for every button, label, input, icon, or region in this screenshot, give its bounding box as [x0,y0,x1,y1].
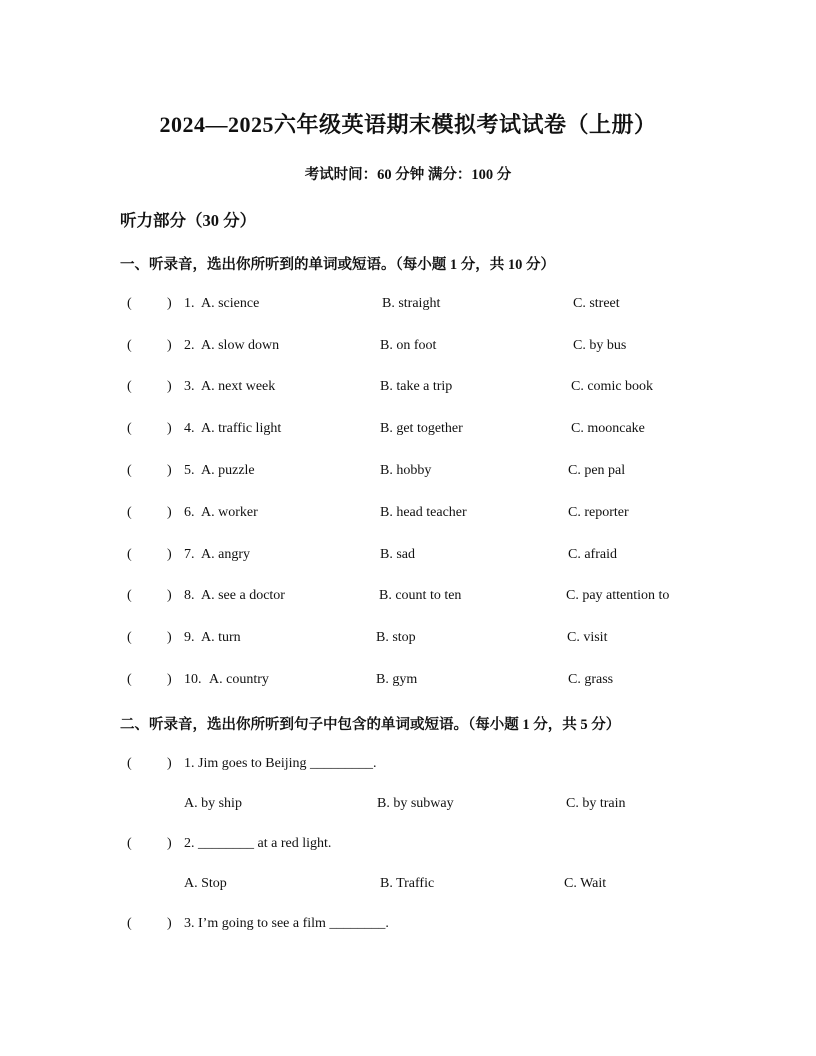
question-stem: 3. I’m going to see a film ________. [184,916,389,931]
question-number: 6. [184,505,195,520]
option-a: A. see a doctor [201,588,285,603]
option-a: A. angry [201,547,250,562]
option-b: B. take a trip [380,379,453,394]
option-c: C. pen pal [568,463,626,478]
question-stem: 2. ________ at a red light. [184,836,332,851]
answer-paren-close: ) [167,916,172,931]
part1-heading: 一、听录音，选出你所听到的单词或短语。（每小题 1 分，共 10 分） [120,257,555,273]
answer-paren-open: ( [127,588,132,603]
answer-paren-close: ) [167,836,172,851]
answer-paren-open: ( [127,672,132,687]
question-row [0,463,816,483]
answer-paren-open: ( [127,296,132,311]
answer-paren-close: ) [167,630,172,645]
answer-paren-close: ) [167,463,172,478]
answer-paren-open: ( [127,756,132,771]
answer-paren-open: ( [127,916,132,931]
question-row [0,672,816,692]
option-b: B. head teacher [380,505,467,520]
option-b: B. by subway [377,796,454,811]
question-stem: 1. Jim goes to Beijing _________. [184,756,377,771]
question-row [0,379,816,399]
question-row [0,836,816,856]
option-a: A. turn [201,630,241,645]
option-c: C. mooncake [571,421,645,436]
option-c: C. visit [567,630,608,645]
question-row [0,588,816,608]
options-row [0,796,816,816]
answer-paren-close: ) [167,547,172,562]
option-b: B. get together [380,421,463,436]
answer-paren-close: ) [167,756,172,771]
option-a: A. worker [201,505,258,520]
question-row [0,505,816,525]
option-b: B. straight [382,296,441,311]
answer-paren-open: ( [127,836,132,851]
question-number: 9. [184,630,195,645]
question-row [0,296,816,316]
answer-paren-open: ( [127,421,132,436]
option-a: A. country [209,672,269,687]
option-b: B. stop [376,630,416,645]
question-number: 5. [184,463,195,478]
options-row [0,876,816,896]
listening-heading: 听力部分（30 分） [120,211,257,230]
option-c: C. pay attention to [566,588,670,603]
option-c: C. reporter [568,505,629,520]
exam-title: 2024—2025六年级英语期末模拟考试试卷（上册） [159,112,657,137]
question-number: 7. [184,547,195,562]
answer-paren-close: ) [167,338,172,353]
option-b: B. count to ten [379,588,462,603]
option-c: C. by bus [573,338,627,353]
question-row [0,338,816,358]
question-number: 3. [184,379,195,394]
option-b: B. sad [380,547,415,562]
answer-paren-close: ) [167,379,172,394]
answer-paren-open: ( [127,463,132,478]
option-a: A. slow down [201,338,280,353]
question-row [0,547,816,567]
option-a: A. by ship [184,796,242,811]
option-a: A. science [201,296,260,311]
option-c: C. street [573,296,620,311]
exam-info: 考试时间：60 分钟 满分：100 分 [304,167,512,183]
question-number: 2. [184,338,195,353]
answer-paren-close: ) [167,296,172,311]
option-a: A. Stop [184,876,227,891]
answer-paren-close: ) [167,505,172,520]
part2-heading: 二、听录音，选出你所听到句子中包含的单词或短语。（每小题 1 分，共 5 分） [120,717,621,733]
answer-paren-close: ) [167,588,172,603]
option-c: C. by train [566,796,626,811]
option-b: B. gym [376,672,418,687]
option-c: C. comic book [571,379,654,394]
answer-paren-open: ( [127,379,132,394]
option-a: A. puzzle [201,463,255,478]
answer-paren-open: ( [127,630,132,645]
option-c: C. grass [568,672,614,687]
question-number: 1. [184,296,195,311]
question-row [0,916,816,936]
question-number: 4. [184,421,195,436]
answer-paren-open: ( [127,547,132,562]
question-number: 8. [184,588,195,603]
question-row [0,630,816,650]
answer-paren-close: ) [167,421,172,436]
answer-paren-close: ) [167,672,172,687]
option-a: A. next week [201,379,276,394]
option-c: C. Wait [564,876,607,891]
option-b: B. on foot [380,338,437,353]
answer-paren-open: ( [127,338,132,353]
question-row [0,756,816,776]
question-number: 10. [184,672,202,687]
option-b: B. hobby [380,463,432,478]
option-c: C. afraid [568,547,617,562]
answer-paren-open: ( [127,505,132,520]
question-row [0,421,816,441]
option-b: B. Traffic [380,876,435,891]
option-a: A. traffic light [201,421,282,436]
